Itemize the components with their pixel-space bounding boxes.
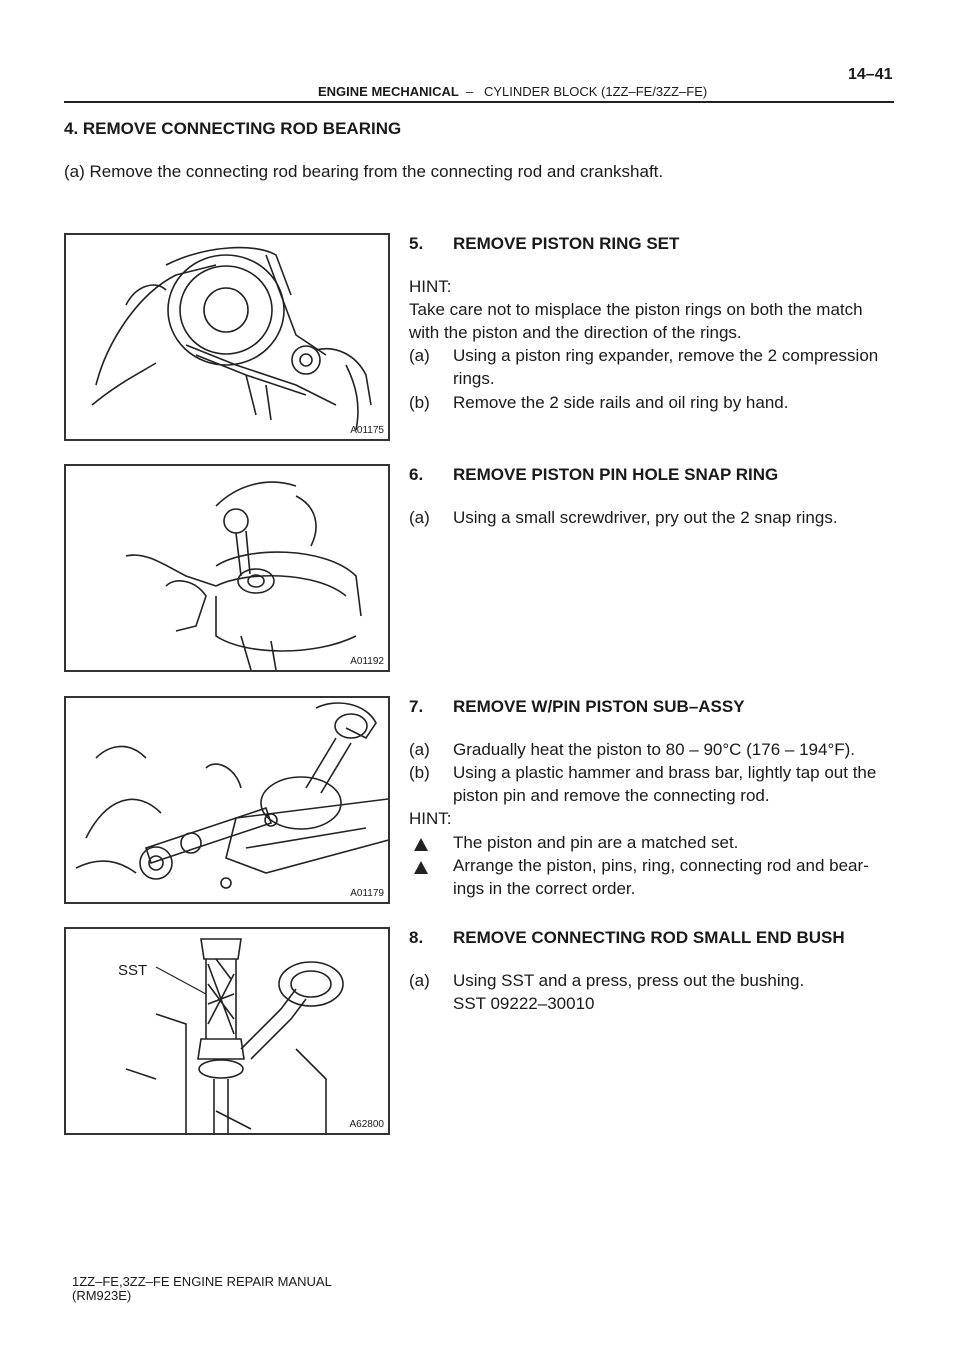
step5-hint-line2: with the piston and the direction of the rings. bbox=[409, 323, 742, 342]
header-rule bbox=[64, 101, 894, 103]
bullet-triangle-icon bbox=[414, 838, 428, 851]
step5-hint-line1: Take care not to misplace the piston rings on both the match bbox=[409, 300, 863, 319]
figure-id: A01175 bbox=[350, 425, 384, 436]
sst-label: SST bbox=[118, 962, 148, 979]
piston-ring-illustration bbox=[66, 235, 388, 439]
step5-a-label: (a) bbox=[409, 346, 430, 365]
step7-title: REMOVE W/PIN PISTON SUB–ASSY bbox=[453, 697, 745, 716]
step5-hint: HINT: bbox=[409, 277, 452, 296]
step7-bullet2-line1: Arrange the piston, pins, ring, connecting rod and bear- bbox=[453, 856, 869, 875]
figure-id: A62800 bbox=[349, 1119, 384, 1130]
step7-a-line1: Gradually heat the piston to 80 – 90°C (176 – 194°F). bbox=[453, 740, 856, 759]
snap-ring-illustration bbox=[66, 466, 388, 670]
step6-num: 6. bbox=[409, 465, 424, 484]
step5-b-line1: Remove the 2 side rails and oil ring by hand. bbox=[453, 393, 789, 412]
piston-pin-illustration bbox=[66, 698, 388, 902]
figure-id: A01179 bbox=[350, 888, 384, 899]
step6-a-line1: Using a small screwdriver, pry out the 2 snap rings. bbox=[453, 508, 838, 527]
step5-num: 5. bbox=[409, 234, 424, 253]
step5-b-label: (b) bbox=[409, 393, 430, 412]
step7-bullet1: The piston and pin are a matched set. bbox=[453, 833, 739, 852]
header-subsection: CYLINDER BLOCK (1ZZ–FE/3ZZ–FE) bbox=[484, 84, 708, 99]
bush-press-illustration bbox=[66, 929, 388, 1133]
step5-a-line1: Using a piston ring expander, remove the 2 compression bbox=[453, 346, 879, 365]
step6-title: REMOVE PISTON PIN HOLE SNAP RING bbox=[453, 465, 779, 484]
step7-bullet2-line2: ings in the correct order. bbox=[453, 879, 636, 898]
bullet-triangle-icon bbox=[414, 861, 428, 874]
step8-a-line1: Using SST and a press, press out the bushing. bbox=[453, 971, 805, 990]
figure-piston-pin-removal bbox=[64, 696, 390, 904]
step5-title: REMOVE PISTON RING SET bbox=[453, 234, 680, 253]
step6-a-label: (a) bbox=[409, 508, 430, 527]
step7-b-line2: piston pin and remove the connecting rod. bbox=[453, 786, 770, 805]
header-dash: – bbox=[466, 84, 474, 99]
footer-manual-title: 1ZZ–FE,3ZZ–FE ENGINE REPAIR MANUAL bbox=[72, 1274, 332, 1289]
step7-hint: HINT: bbox=[409, 809, 452, 828]
figure-snap-ring bbox=[64, 464, 390, 672]
step8-a-label: (a) bbox=[409, 971, 430, 990]
step4-a: (a) Remove the connecting rod bearing from the connecting rod and crankshaft. bbox=[64, 162, 664, 181]
page-number: 14–41 bbox=[848, 66, 893, 83]
header-section: ENGINE MECHANICAL bbox=[318, 84, 459, 99]
step7-a-label: (a) bbox=[409, 740, 430, 759]
step7-b-label: (b) bbox=[409, 763, 430, 782]
step5-a-line2: rings. bbox=[453, 369, 495, 388]
footer-manual-code: (RM923E) bbox=[72, 1288, 132, 1303]
step8-sst: SST 09222–30010 bbox=[453, 994, 595, 1013]
figure-id: A01192 bbox=[350, 656, 384, 667]
step7-b-line1: Using a plastic hammer and brass bar, lightly tap out the bbox=[453, 763, 877, 782]
figure-small-end-bush bbox=[64, 927, 390, 1135]
step8-title: REMOVE CONNECTING ROD SMALL END BUSH bbox=[453, 928, 845, 947]
figure-piston-ring-expander bbox=[64, 233, 390, 441]
step4-title: 4. REMOVE CONNECTING ROD BEARING bbox=[64, 119, 402, 138]
step8-num: 8. bbox=[409, 928, 424, 947]
step7-num: 7. bbox=[409, 697, 424, 716]
